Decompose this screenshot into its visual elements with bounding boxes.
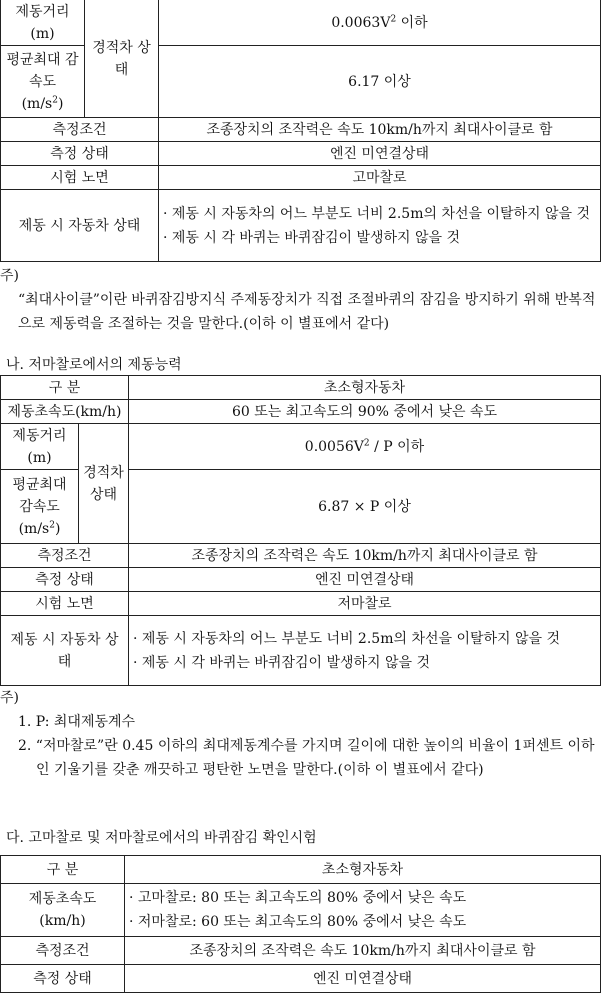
note-title: 주) [0, 268, 19, 284]
measure-state-label: 측정 상태 [1, 965, 125, 993]
row-vehicle-state [1, 190, 601, 262]
braking-distance-exponent: 2 [363, 437, 370, 448]
initial-speed-label-cell [1, 884, 125, 937]
row-braking-distance [1, 0, 601, 46]
table-low-friction [0, 375, 601, 686]
row-test-road [1, 592, 601, 616]
loaded-state-label: 경적차 상태 [83, 464, 124, 503]
braking-distance-label: 제동거리 [12, 427, 67, 444]
table-wheel-lock [0, 855, 601, 993]
loaded-state-cell [79, 424, 129, 544]
deceleration-unit-exponent: 2 [52, 94, 58, 105]
row-test-road [1, 166, 601, 190]
header-value: 초소형자동차 [129, 376, 601, 400]
note-low-friction [0, 686, 600, 782]
row-vehicle-state [1, 616, 601, 686]
measure-state-label: 측정 상태 [1, 568, 129, 592]
test-road-label: 시험 노면 [1, 592, 129, 616]
row-header [1, 376, 601, 400]
vehicle-state-label: 제동 시 자동차 상태 [1, 616, 129, 686]
row-braking-distance [1, 424, 601, 470]
note-body: “최대사이클”이란 바퀴잠김방지식 주제동장치가 직접 조절바퀴의 잠김을 방지하기 위해 반복적으로 제동력을 조절하는 것을 말한다.(이하 이 별표에서 같다) [18, 292, 596, 332]
header-value: 초소형자동차 [125, 856, 601, 884]
initial-speed-label: 제동초속도(km/h) [1, 400, 129, 424]
measure-condition-label: 측정조건 [1, 118, 159, 142]
vehicle-state-label: 제동 시 자동차 상태 [1, 190, 159, 262]
header-label: 구 분 [1, 376, 129, 400]
initial-speed-value: 60 또는 최고속도의 90% 중에서 낮은 속도 [129, 400, 601, 424]
initial-speed-unit: (km/h) [39, 913, 86, 929]
measure-state-value: 엔진 미연결상태 [129, 568, 601, 592]
vehicle-state-items [159, 190, 601, 262]
braking-distance-value-cell [129, 424, 601, 470]
header-label: 구 분 [1, 856, 125, 884]
initial-speed-items [125, 884, 601, 937]
braking-distance-suffix: / P 이하 [369, 438, 425, 455]
measure-condition-label: 측정조건 [1, 937, 125, 965]
measure-state-value: 엔진 미연결상태 [125, 965, 601, 993]
vehicle-state-item: · 제동 시 각 바퀴는 바퀴잠김이 발생하지 않을 것 [163, 229, 461, 246]
deceleration-label: 평균최대 감속도 [12, 476, 67, 515]
initial-speed-label: 제동초속도 [28, 891, 97, 907]
loaded-state-cell [85, 0, 159, 118]
row-measure-state [1, 142, 601, 166]
section-heading-low-friction: 나. 저마찰로에서의 제동능력 [6, 357, 182, 373]
measure-state-label: 측정 상태 [1, 142, 159, 166]
row-initial-speed [1, 400, 601, 424]
deceleration-unit: $(m/s^2)$ [18, 519, 61, 537]
deceleration-unit-exponent: 2 [49, 519, 55, 530]
braking-distance-value: 0.0063V [331, 14, 391, 31]
deceleration-label-cell [1, 470, 79, 544]
measure-condition-value: 조종장치의 조작력은 속도 10km/h까지 최대사이클로 함 [129, 544, 601, 568]
braking-distance-exponent: 2 [390, 13, 397, 24]
vehicle-state-item: · 제동 시 자동차의 어느 부분도 너비 2.5m의 차선을 이탈하지 않을 것 [163, 205, 591, 222]
measure-condition-label: 측정조건 [1, 544, 129, 568]
deceleration-value: 6.17 이상 [159, 46, 601, 118]
test-road-label: 시험 노면 [1, 166, 159, 190]
vehicle-state-item: · 제동 시 각 바퀴는 바퀴잠김이 발생하지 않을 것 [133, 654, 431, 671]
braking-distance-unit: (m) [27, 449, 52, 466]
note-item: 2. “저마찰로”란 0.45 이하의 최대제동계수를 가지며 길이에 대한 높이의 비율이 1퍼센트 이하인 기울기를 갖춘 깨끗하고 평탄한 노면을 말한다.(이하 이 별표에서 같다) [18, 738, 595, 778]
row-header [1, 856, 601, 884]
test-road-value: 저마찰로 [129, 592, 601, 616]
note-title: 주) [0, 690, 19, 706]
note-item: 1. P: 최대제동계수 [18, 714, 136, 730]
initial-speed-item: · 저마찰로: 60 또는 최고속도의 80% 중에서 낮은 속도 [129, 914, 467, 930]
braking-distance-suffix: 이하 [396, 14, 428, 31]
braking-distance-value: 0.0056V [304, 438, 364, 455]
loaded-state-label: 경적차 상태 [92, 39, 151, 78]
table-high-friction [0, 0, 601, 262]
measure-condition-value: 조종장치의 조작력은 속도 10km/h까지 최대사이클로 함 [125, 937, 601, 965]
braking-distance-label: 제동거리 [15, 3, 70, 20]
braking-distance-label-cell [1, 424, 79, 470]
braking-distance-label-cell [1, 0, 85, 46]
deceleration-value: 6.87 × P 이상 [129, 470, 601, 544]
deceleration-label: 평균최대 감속도 [6, 51, 79, 90]
row-measure-condition [1, 937, 601, 965]
row-measure-state [1, 965, 601, 993]
section-heading-wheel-lock: 다. 고마찰로 및 저마찰로에서의 바퀴잠김 확인시험 [6, 830, 317, 846]
vehicle-state-item: · 제동 시 자동차의 어느 부분도 너비 2.5m의 차선을 이탈하지 않을 것 [133, 630, 561, 647]
measure-condition-value: 조종장치의 조작력은 속도 10km/h까지 최대사이클로 함 [159, 118, 601, 142]
initial-speed-item: · 고마찰로: 80 또는 최고속도의 80% 중에서 낮은 속도 [129, 890, 467, 906]
row-measure-condition [1, 544, 601, 568]
vehicle-state-items [129, 616, 601, 686]
row-measure-condition [1, 118, 601, 142]
measure-state-value: 엔진 미연결상태 [159, 142, 601, 166]
deceleration-label-cell [1, 46, 85, 118]
row-measure-state [1, 568, 601, 592]
braking-distance-unit: (m) [30, 25, 55, 42]
test-road-value: 고마찰로 [159, 166, 601, 190]
braking-distance-value-cell [159, 0, 601, 46]
deceleration-unit: $(m/s^2)$ [21, 94, 64, 112]
note-high-friction [0, 264, 600, 336]
row-initial-speed [1, 884, 601, 937]
